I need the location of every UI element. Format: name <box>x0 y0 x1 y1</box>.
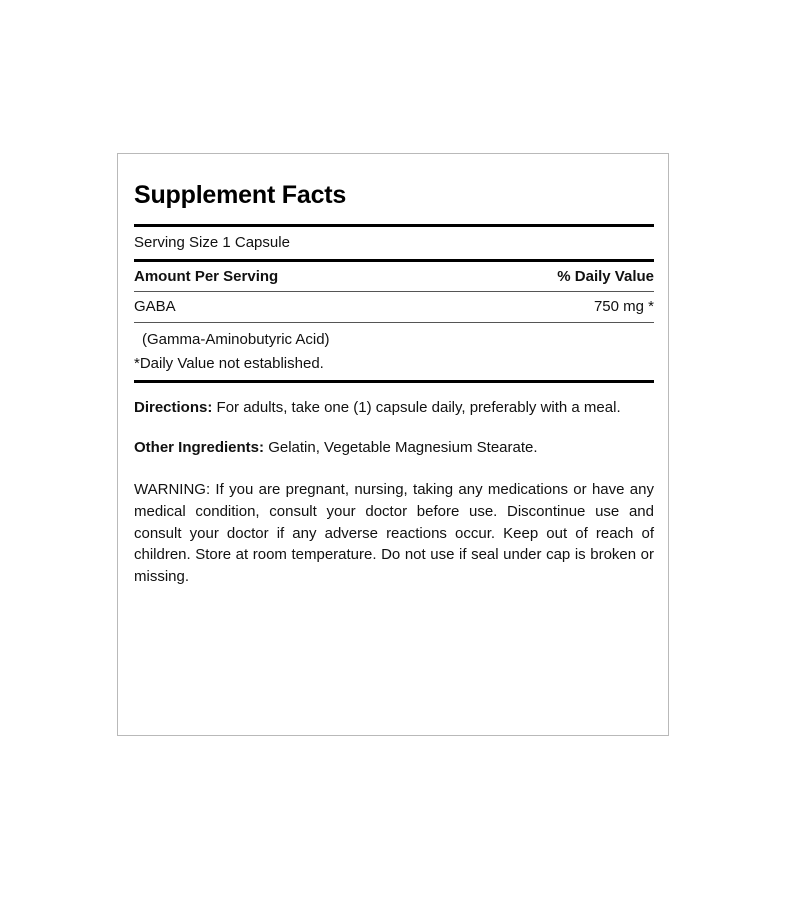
warning-block: WARNING: If you are pregnant, nursing, taking any medications or have any medical condition, consult your doctor before use. Discontinue use and consult your doctor if any adverse reactions occur. Keep out of reach of children. Store at room temperature. Do not use if seal under cap is broken or missing. <box>134 481 654 585</box>
nutrient-amount: 750 mg * <box>593 297 654 315</box>
daily-value-footnote: *Daily Value not established. <box>134 354 324 372</box>
directions-text: For adults, take one (1) capsule daily, preferably with a meal. <box>216 398 621 416</box>
other-ingredients-label: Other Ingredients: <box>134 439 265 457</box>
supplement-facts-panel <box>117 153 669 736</box>
nutrient-subname: (Gamma-Aminobutyric Acid) <box>142 330 330 348</box>
page-title: Supplement Facts <box>134 181 347 209</box>
supplement-facts-content <box>134 182 654 588</box>
daily-value-header: % Daily Value <box>557 267 654 285</box>
other-ingredients-text: Gelatin, Vegetable Magnesium Stearate. <box>268 439 538 457</box>
directions-block <box>134 383 654 419</box>
directions-label: Directions: <box>134 398 213 416</box>
amount-per-serving-header: Amount Per Serving <box>134 267 279 285</box>
table-header-row <box>134 262 654 291</box>
other-ingredients-block <box>134 418 654 459</box>
serving-size: Serving Size 1 Capsule <box>134 233 290 251</box>
nutrient-name: GABA <box>134 297 176 315</box>
table-row <box>134 292 654 322</box>
